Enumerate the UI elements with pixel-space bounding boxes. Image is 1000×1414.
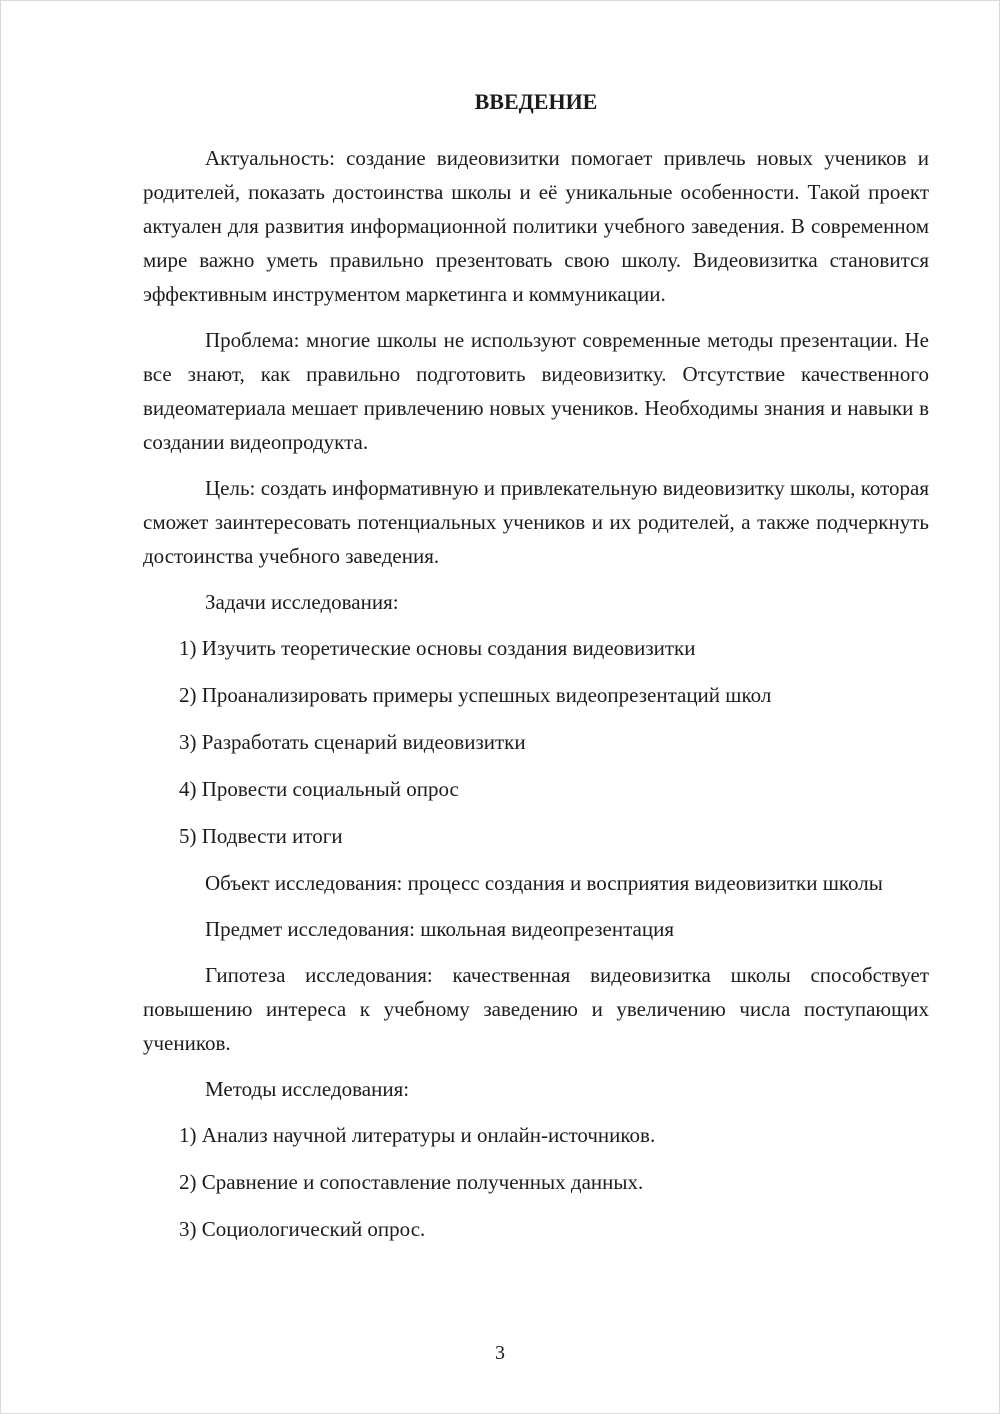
task-list-item-1: 1) Изучить теоретические основы создания видеовизитки bbox=[179, 636, 696, 660]
methods-section-label: Методы исследования: bbox=[205, 1077, 410, 1101]
tasks-section-label: Задачи исследования: bbox=[205, 590, 399, 614]
page-number: 3 bbox=[495, 1342, 505, 1364]
paragraph-predmet: Предмет исследования: школьная видеопрезентация bbox=[205, 917, 674, 941]
task-list-item-5: 5) Подвести итоги bbox=[179, 824, 343, 848]
task-list-item-3: 3) Разработать сценарий видеовизитки bbox=[179, 730, 526, 754]
paragraph-aktualnost: Актуальность: создание видеовизитки помогает привлечь новых учеников и родителей, показать достоинства школы и её уникальные особенности. Такой проект актуален для развития информационной политики учебного заведения. В современном мире важно уметь правильно презентовать свою школу. Видеовизитка становится эффективным инструментом маркетинга и коммуникации. bbox=[143, 146, 929, 306]
method-list-item-2: 2) Сравнение и сопоставление полученных данных. bbox=[179, 1170, 644, 1194]
method-list-item-1: 1) Анализ научной литературы и онлайн-источников. bbox=[179, 1123, 656, 1147]
document-content bbox=[1, 1, 999, 1246]
task-list-item-2: 2) Проанализировать примеры успешных видеопрезентаций школ bbox=[179, 683, 772, 707]
paragraph-tsel: Цель: создать информативную и привлекательную видеовизитку школы, которая сможет заинтересовать потенциальных учеников и их родителей, а также подчеркнуть достоинства учебного заведения. bbox=[143, 476, 929, 568]
document-title: ВВЕДЕНИЕ bbox=[474, 89, 598, 114]
paragraph-problema: Проблема: многие школы не используют современные методы презентации. Не все знают, как правильно подготовить видеовизитку. Отсутствие качественного видеоматериала мешает привлечению новых учеников. Необходимы знания и навыки в создании видеопродукта. bbox=[143, 328, 929, 454]
paragraph-obekt: Объект исследования: процесс создания и восприятия видеовизитки школы bbox=[205, 871, 883, 895]
paragraph-gipoteza: Гипотеза исследования: качественная видеовизитка школы способствует повышению интереса к учебному заведению и увеличению числа поступающих учеников. bbox=[143, 963, 929, 1055]
method-list-item-3: 3) Социологический опрос. bbox=[179, 1217, 426, 1241]
task-list-item-4: 4) Провести социальный опрос bbox=[179, 777, 459, 801]
